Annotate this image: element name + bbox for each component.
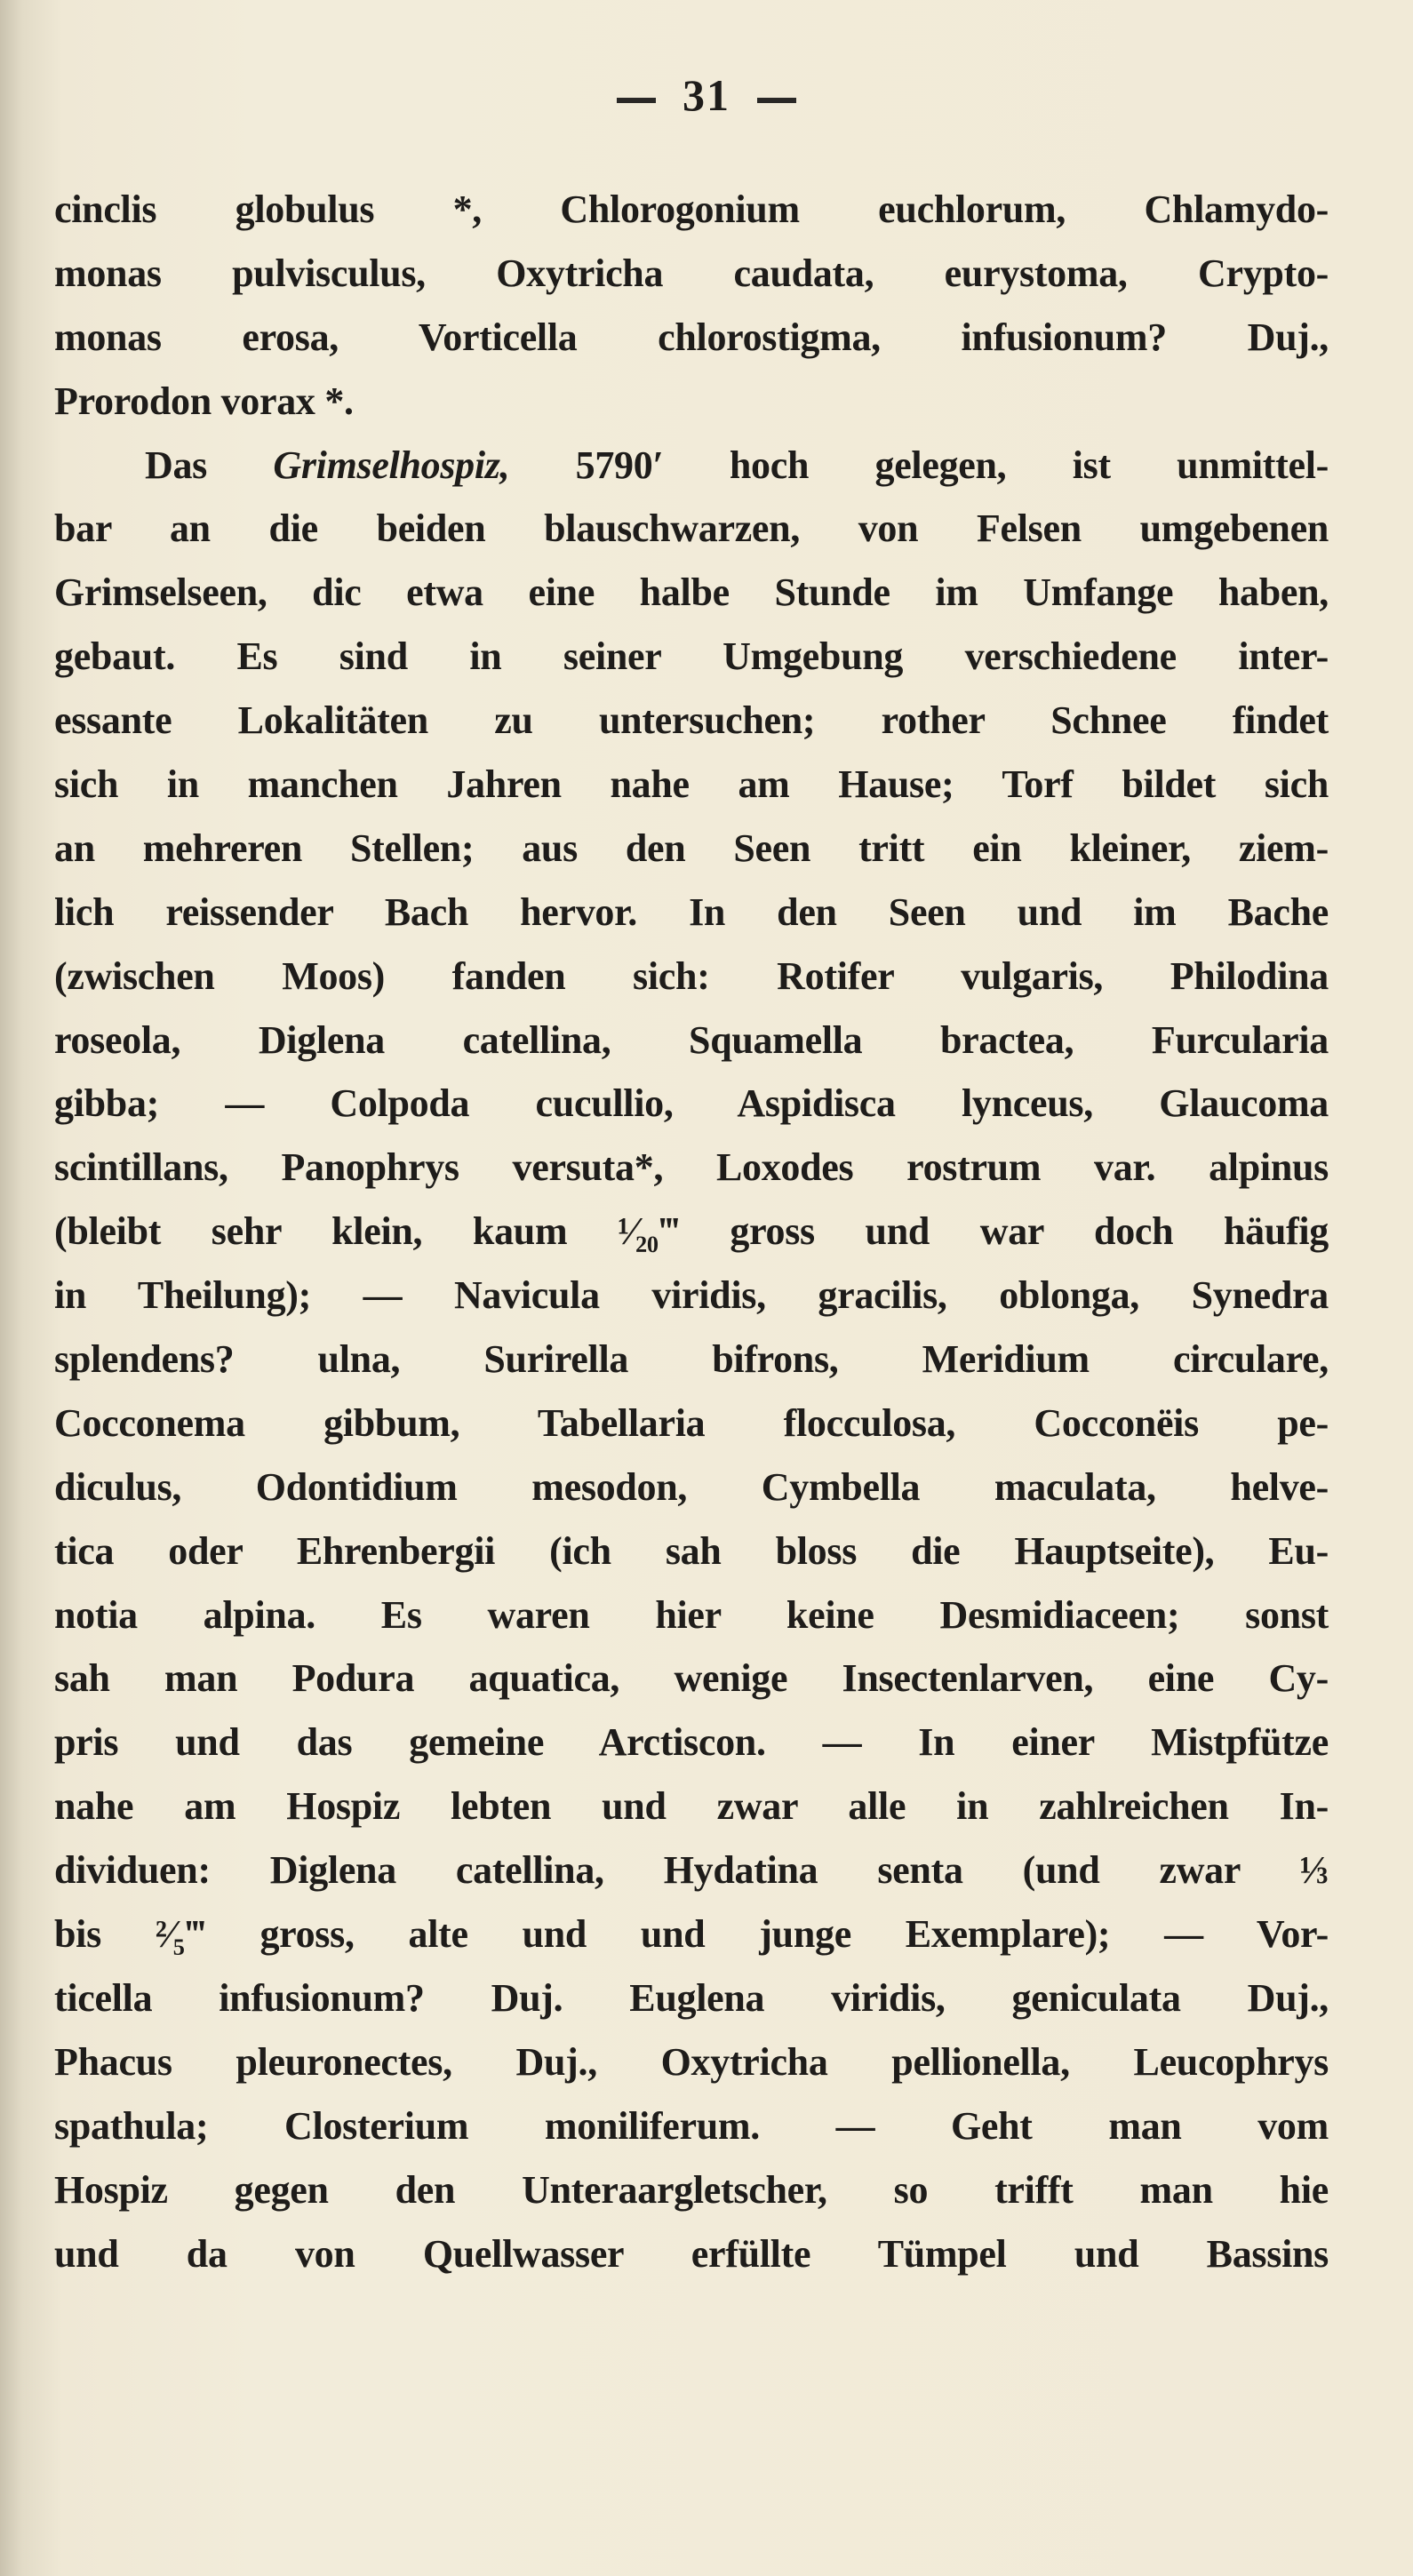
text-line: bar an die beiden blauschwarzen, von Felsen umgebenen <box>54 506 1329 551</box>
text-line: scintillans, Panophrys versuta*, Loxodes rostrum var. alpinus <box>54 1145 1329 1190</box>
page-number <box>0 69 1413 121</box>
text-line: tica oder Ehrenbergii (ich sah bloss die Hauptseite), Eu- <box>54 1528 1329 1573</box>
text-line: spathula; Closterium moniliferum. — Geht man vom <box>54 2103 1329 2148</box>
text-line: Prorodon vorax *. <box>54 379 354 423</box>
text-line: Grimselseen, dic etwa eine halbe Stunde im Umfange haben, <box>54 570 1329 615</box>
text-line: notia alpina. Es waren hier keine Desmidiaceen; sonst <box>54 1592 1329 1637</box>
text-line: in Theilung); — Navicula viridis, gracilis, oblonga, Synedra <box>54 1273 1329 1318</box>
dash-left <box>617 98 656 103</box>
italic-place-name: Grimselhospiz, <box>273 443 510 487</box>
text-line: Hospiz gegen den Unteraargletscher, so trifft man hie <box>54 2167 1329 2212</box>
text-line: an mehreren Stellen; aus den Seen tritt ein kleiner, ziem- <box>54 825 1329 870</box>
text-line: splendens? ulna, Surirella bifrons, Meridium circulare, <box>54 1337 1329 1382</box>
text-word: Das <box>145 443 207 487</box>
text-line: roseola, Diglena catellina, Squamella bractea, Furcularia <box>54 1017 1329 1062</box>
text-line: sah man Podura aquatica, wenige Insectenlarven, eine Cy- <box>54 1656 1329 1701</box>
dash-right <box>757 98 796 103</box>
text-line: bis ²⁄₅‴ gross, alte und und junge Exemplare); — Vor- <box>54 1912 1329 1957</box>
text-line: diculus, Odontidium mesodon, Cymbella maculata, helve- <box>54 1464 1329 1509</box>
text-line: Phacus pleuronectes, Duj., Oxytricha pellionella, Leucophrys <box>54 2039 1329 2084</box>
text-line: (bleibt sehr klein, kaum ¹⁄₂₀‴ gross und war doch häufig <box>54 1209 1329 1254</box>
text-line: dividuen: Diglena catellina, Hydatina senta (und zwar ⅓ <box>54 1848 1329 1893</box>
text-line: und da von Quellwasser erfüllte Tümpel und Bassins <box>54 2231 1329 2276</box>
text-line: nahe am Hospiz lebten und zwar alle in zahlreichen In- <box>54 1784 1329 1829</box>
text-line: ticella infusionum? Duj. Euglena viridis, geniculata Duj., <box>54 1975 1329 2020</box>
text-line: cinclis globulus *, Chlorogonium euchlorum, Chlamydo- <box>54 187 1329 231</box>
text-line: gibba; — Colpoda cucullio, Aspidisca lynceus, Glaucoma <box>54 1081 1329 1126</box>
text-segment: 5790′ hoch gelegen, ist unmittel- <box>575 443 1329 487</box>
text-line: gebaut. Es sind in seiner Umgebung verschiedene inter- <box>54 634 1329 679</box>
body-text <box>54 178 1329 2285</box>
text-line: (zwischen Moos) fanden sich: Rotifer vulgaris, Philodina <box>54 953 1329 998</box>
text-line: lich reissender Bach hervor. In den Seen und im Bache <box>54 889 1329 934</box>
text-line: essante Lokalitäten zu untersuchen; rother Schnee findet <box>54 698 1329 743</box>
text-line: monas pulvisculus, Oxytricha caudata, eurystoma, Crypto- <box>54 251 1329 295</box>
text-line: sich in manchen Jahren nahe am Hause; Torf bildet sich <box>54 762 1329 807</box>
text-line: Cocconema gibbum, Tabellaria flocculosa, Cocconëis pe- <box>54 1400 1329 1445</box>
page-number-text: 31 <box>683 70 730 120</box>
text-line: pris und das gemeine Arctiscon. — In einer Mistpfütze <box>54 1720 1329 1765</box>
text-line-paragraph-start <box>54 434 1329 498</box>
text-line: monas erosa, Vorticella chlorostigma, infusionum? Duj., <box>54 315 1329 359</box>
